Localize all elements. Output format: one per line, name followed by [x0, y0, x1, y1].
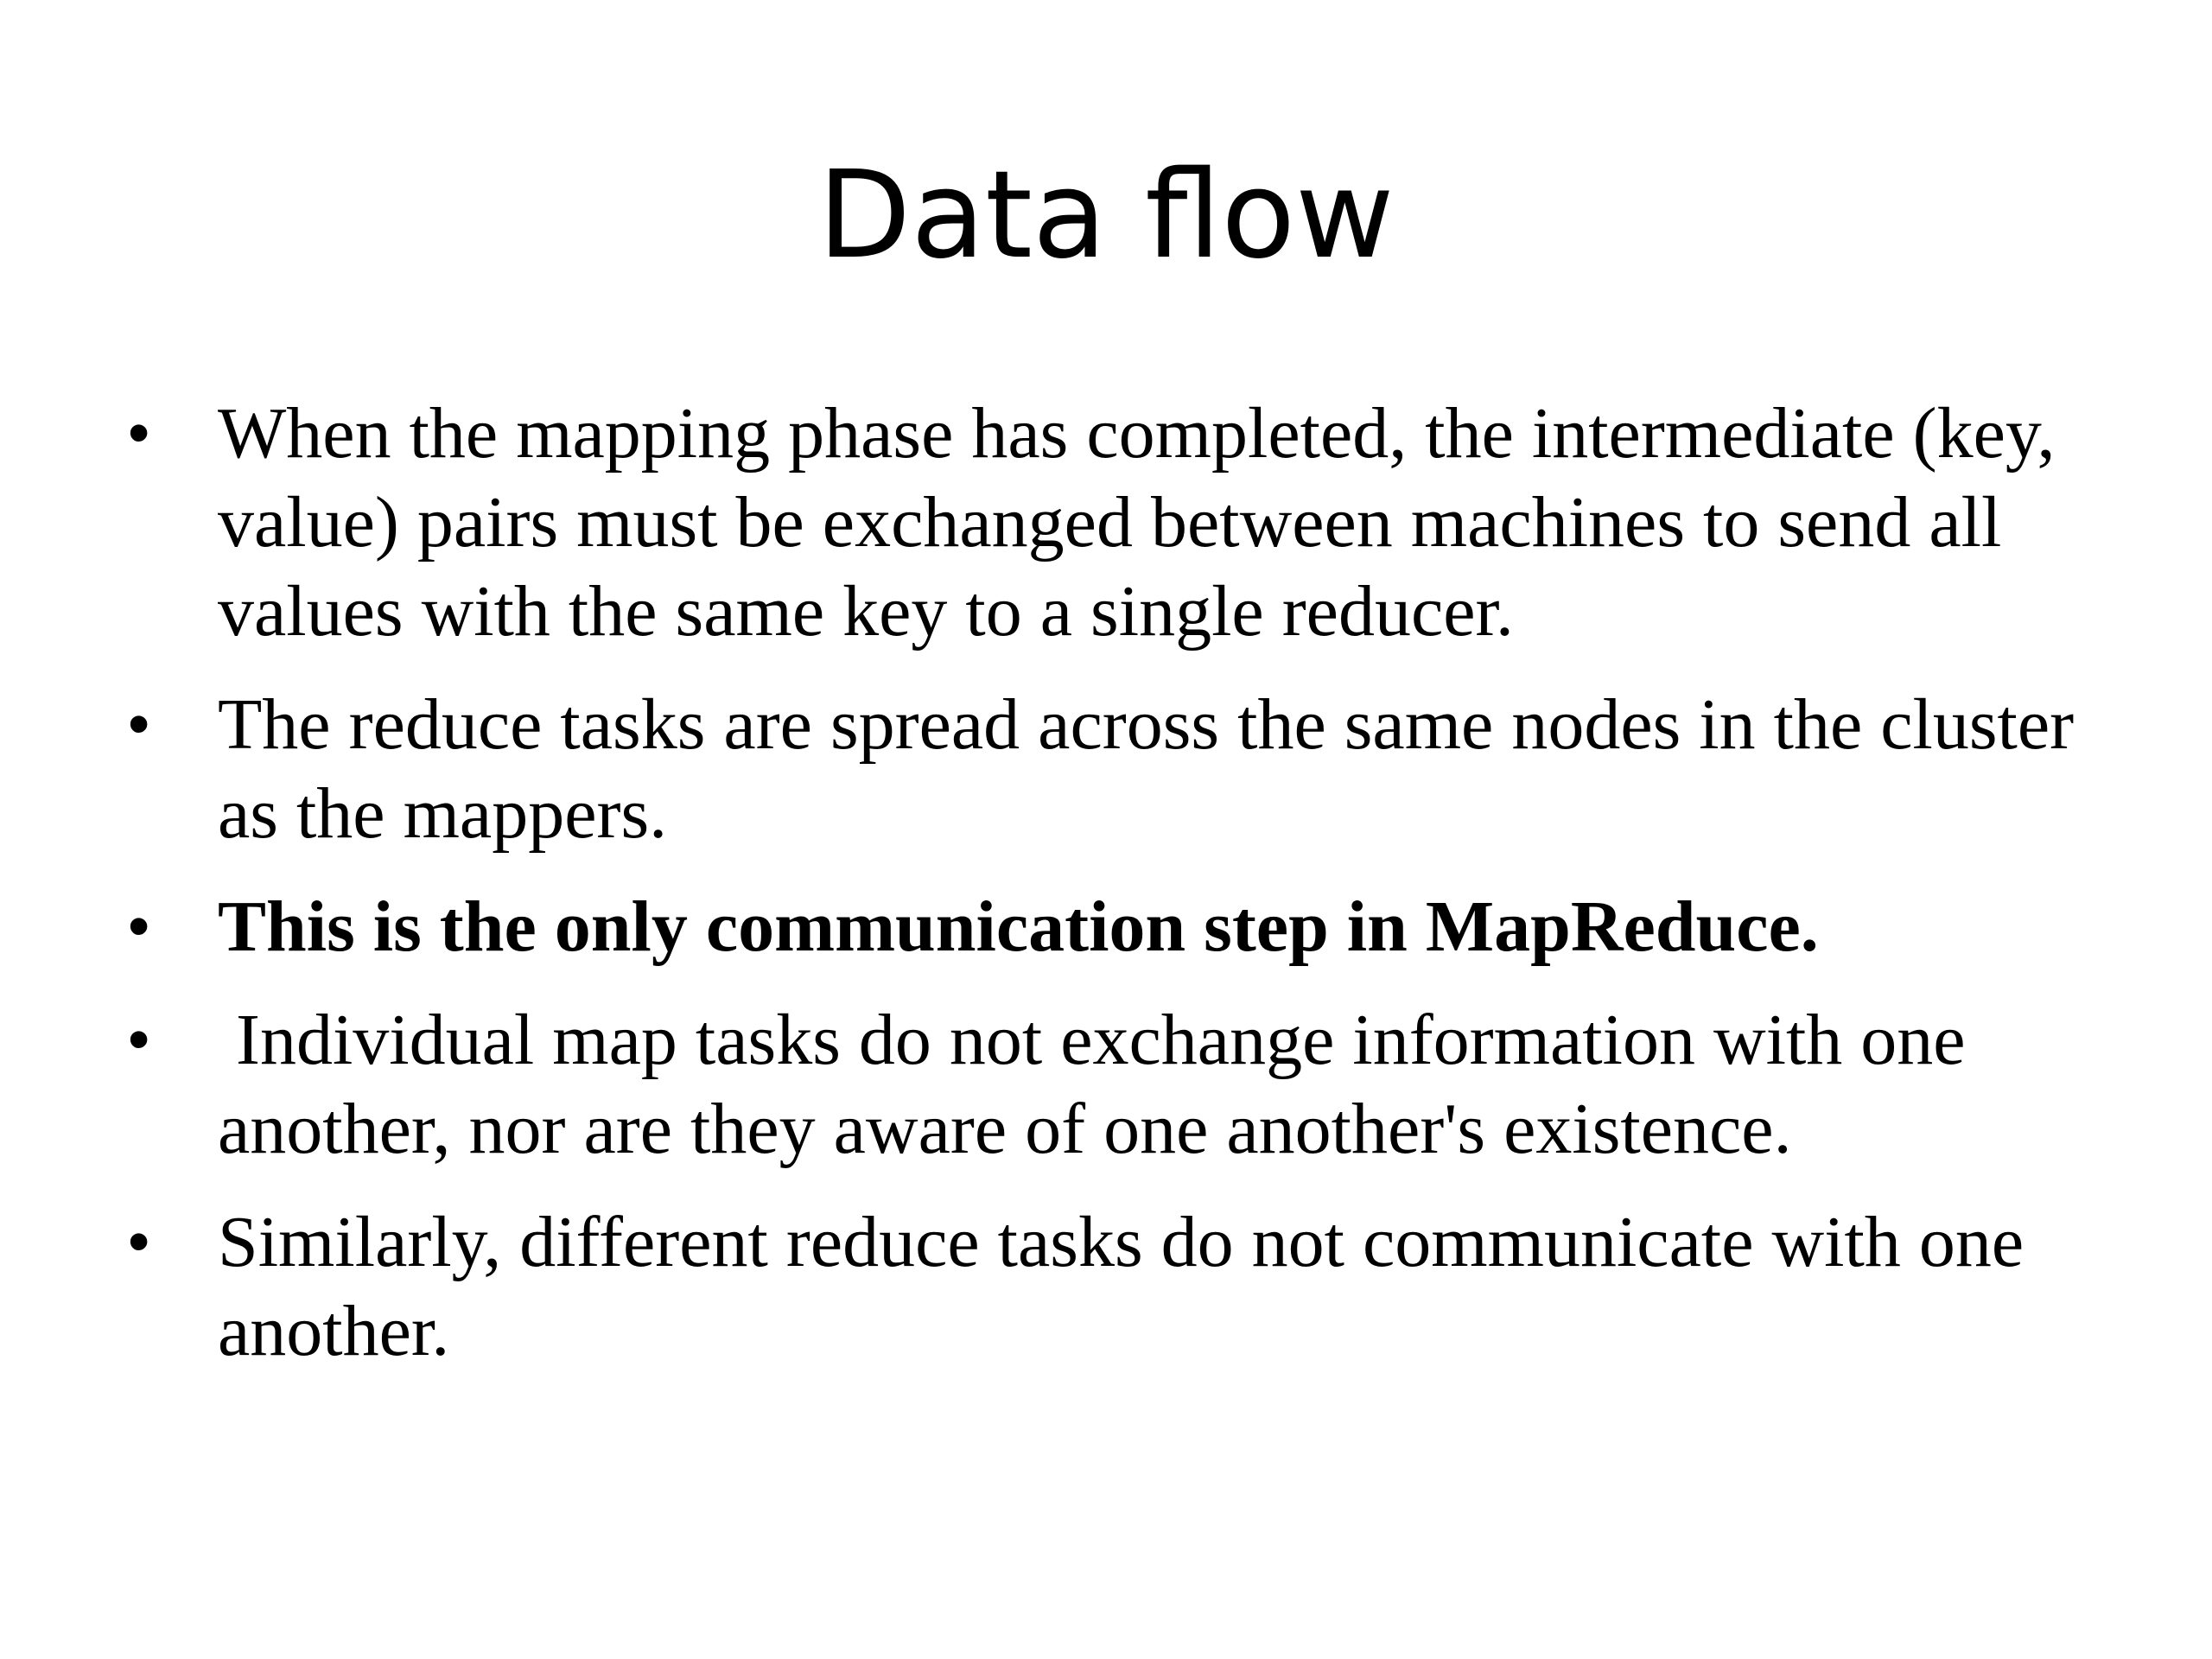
bullet-item-reduce-communication [128, 1198, 2098, 1376]
bullet-icon: • [128, 1207, 150, 1276]
bullet-icon: • [128, 892, 150, 961]
bullet-text: Individual map tasks do not exchange information with one another, nor are they aware of one another's existence. [218, 1000, 1984, 1169]
bullet-item-map-tasks [128, 995, 2098, 1173]
bullet-item-mapping-phase [128, 389, 2098, 656]
bullet-text: Similarly, different reduce tasks do not communicate with one another. [218, 1202, 2024, 1371]
bullet-text: When the mapping phase has completed, the intermediate (key, value) pairs must be exchanged between machines to send all values with the same key to a single reducer. [218, 393, 2056, 652]
bullet-text: The reduce tasks are spread across the same nodes in the cluster as the mappers. [218, 684, 2075, 854]
bullet-text: This is the only communication step in MapReduce. [218, 887, 1819, 967]
bullet-item-communication-step [128, 882, 2098, 971]
bullet-icon: • [128, 1005, 150, 1074]
bullet-item-reduce-tasks [128, 680, 2098, 858]
bullet-list [128, 389, 2098, 1400]
bullet-icon: • [128, 398, 150, 467]
slide-title: Data flow [817, 145, 1395, 286]
bullet-icon: • [128, 690, 150, 759]
